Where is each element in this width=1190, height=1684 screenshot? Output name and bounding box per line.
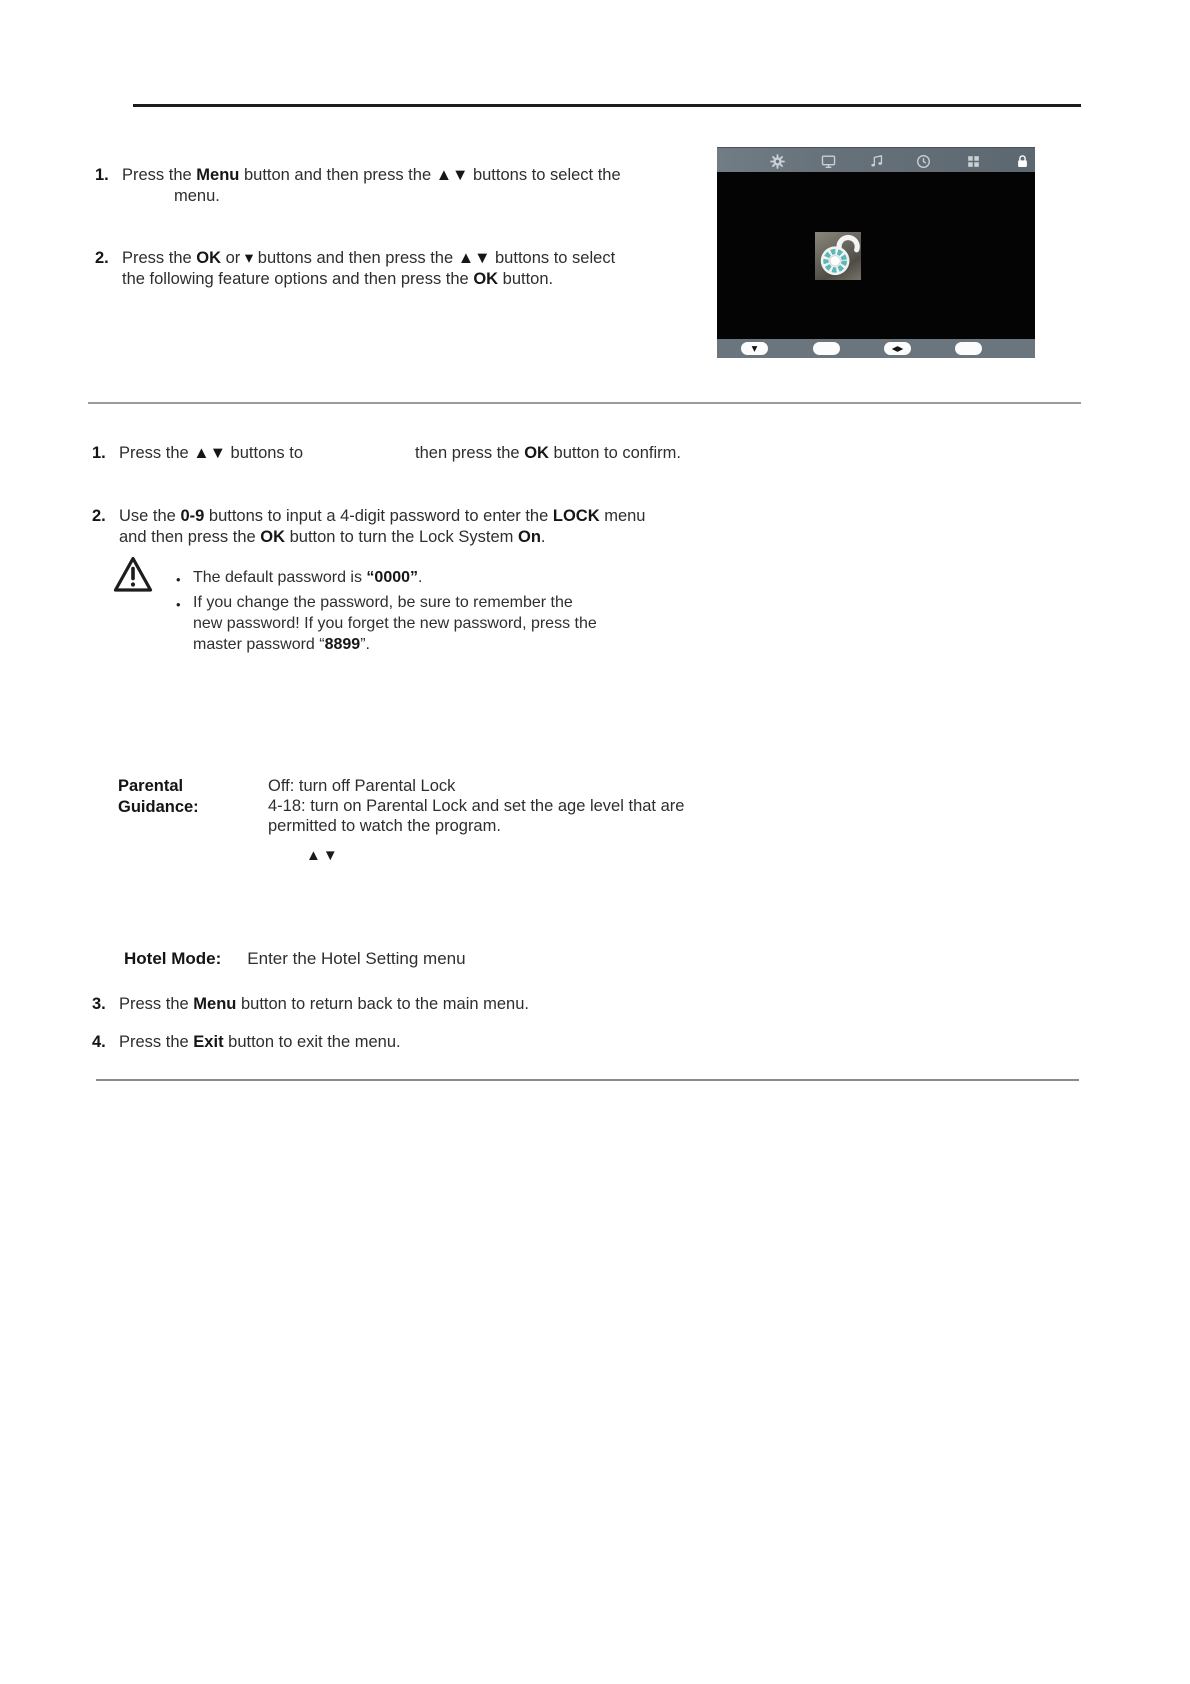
warning-text: The default password is “0000”. [193,569,423,586]
step-number: 4. [92,1033,106,1051]
step-line-post: then press the OK button to confirm. [415,444,682,462]
step-number: 1. [95,166,109,184]
warning-text [193,592,597,655]
instruction-step-3 [92,994,712,1015]
top-rule-divider [133,104,1081,107]
step-text [119,443,681,464]
footer-button-left-right: ◀▶ [884,342,911,355]
hotel-mode-description: Enter the Hotel Setting menu [247,949,466,968]
step-text [119,506,645,548]
step-text [119,1032,401,1053]
footer-button-down: ▼ [741,342,768,355]
warning-note-change-password [176,592,636,655]
parental-guidance-description [268,776,684,836]
warning-line: new password! If you forget the new password, press the [193,615,597,632]
step-text [119,994,529,1015]
tv-menu-footer-bar [717,339,1035,358]
music-note-icon [867,152,885,170]
up-down-arrows-glyph: ▲▼ [306,847,340,864]
instruction-step-2 [95,248,695,290]
parental-line: 4-18: turn on Parental Lock and set the age level that are [268,797,685,815]
apps-grid-icon [964,152,982,170]
step-line [119,443,681,464]
warning-note-default-password [176,567,636,590]
step-line-pre: Press the ▲▼ buttons to [119,444,304,462]
tv-menu-tab-bar [717,147,1035,172]
footer-button-blank [813,342,840,355]
lock-step-1 [92,443,792,464]
warning-line: master password “8899”. [193,636,370,653]
bottom-rule-divider [96,1079,1079,1081]
step-line: menu. [174,187,220,205]
step-line: Use the 0-9 buttons to input a 4-digit password to enter the LOCK menu [119,507,646,525]
parental-guidance-label: Parental Guidance: [118,777,199,816]
settings-gear-icon [768,152,786,170]
parental-line: Off: turn off Parental Lock [268,777,456,795]
step-line: Press the Menu button and then press the ▲▼ buttons to select the [122,166,621,184]
tv-menu-screenshot [717,147,1035,358]
display-monitor-icon [819,152,837,170]
step-line: and then press the OK button to turn the Lock System On. [119,528,546,546]
step-line: Press the OK or ▾ buttons and then press the ▲▼ buttons to select [122,249,616,267]
step-number: 3. [92,995,106,1013]
combination-lock-icon [815,232,861,280]
section-divider [88,402,1081,404]
step-number: 2. [92,507,106,525]
warning-line: If you change the password, be sure to remember the [193,594,573,611]
lock-icon-selected [1013,152,1031,170]
step-text [122,248,615,290]
step-text [122,165,621,207]
instruction-step-4 [92,1032,712,1053]
step-line: Press the Menu button to return back to the main menu. [119,995,529,1013]
step-number: 1. [92,444,106,462]
parental-guidance-entry [118,776,758,836]
bullet: • [176,572,181,587]
clock-icon [914,152,932,170]
step-line: the following feature options and then press the OK button. [122,270,554,288]
bullet: • [176,597,181,612]
step-number: 2. [95,249,109,267]
warning-notes [176,567,636,657]
instruction-step-1 [95,165,675,207]
warning-triangle-icon [112,555,154,594]
footer-button-blank [955,342,982,355]
step-line: Press the Exit button to exit the menu. [119,1033,401,1051]
lock-step-2 [92,506,732,548]
hotel-mode-label: Hotel Mode: [124,949,222,968]
parental-line: permitted to watch the program. [268,817,501,835]
hotel-mode-entry [124,948,466,969]
